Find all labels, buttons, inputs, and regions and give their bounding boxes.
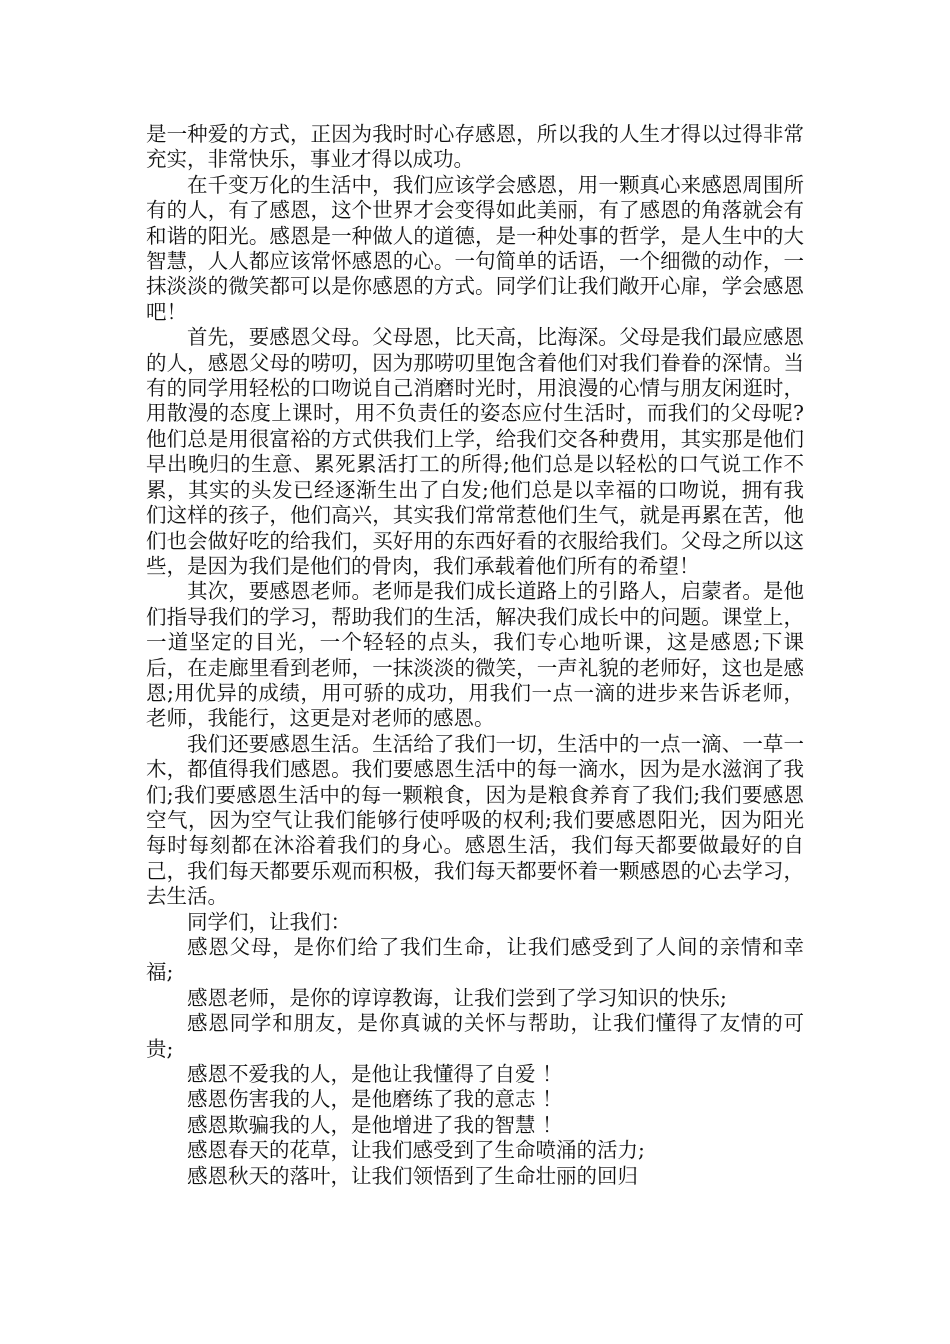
paragraph-learn-gratitude: 在千变万化的生活中，我们应该学会感恩，用一颗真心来感恩周围所有的人，有了感恩，这个世界才会变得如此美丽，有了感恩的角落就会有和谐的阳光。感恩是一种做人的道德，是一种处事的哲学，是人生中的大智慧，人人都应该常怀感恩的心。一句简单的话语，一个细微的动作，一抹淡淡的微笑都可以是你感恩的方式。同学们让我们敞开心扉，学会感恩吧！ bbox=[146, 172, 804, 324]
paragraph-thank-teachers: 其次，要感恩老师。老师是我们成长道路上的引路人，启蒙者。是他们指导我们的学习，帮助我们的生活，解决我们成长中的问题。课堂上，一道坚定的目光，一个轻轻的点头，我们专心地听课，这是感恩;下课后，在走廊里看到老师，一抹淡淡的微笑，一声礼貌的老师好，这也是感恩;用优异的成绩，用可骄的成功，用我们一点一滴的进步来告诉老师，老师，我能行，这更是对老师的感恩。 bbox=[146, 579, 804, 731]
paragraph-thank-unloving-line: 感恩不爱我的人，是他让我懂得了自爱 ！ bbox=[187, 1062, 563, 1087]
paragraph-thank-friends-line: 感恩同学和朋友，是你真诚的关怀与帮助，让我们懂得了友情的可贵; bbox=[146, 1011, 804, 1061]
paragraph-thank-spring-line: 感恩春天的花草，让我们感受到了生命喷涌的活力; bbox=[187, 1138, 645, 1163]
paragraph-thank-deceiving-line: 感恩欺骗我的人，是他增进了我的智慧 ！ bbox=[187, 1112, 563, 1137]
paragraph-thank-autumn-line: 感恩秋天的落叶，让我们领悟到了生命壮丽的回归 bbox=[187, 1163, 638, 1188]
document-body bbox=[146, 122, 804, 1189]
paragraph-thank-teachers-line: 感恩老师，是你的谆谆教诲，让我们尝到了学习知识的快乐; bbox=[187, 985, 727, 1010]
paragraph-thank-life: 我们还要感恩生活。生活给了我们一切，生活中的一点一滴、一草一木，都值得我们感恩。我们要感恩生活中的每一滴水，因为是水滋润了我们;我们要感恩生活中的每一颗粮食，因为是粮食养育了我们;我们要感恩空气，因为空气让我们能够行使呼吸的权利;我们要感恩阳光，因为阳光每时每刻都在沐浴着我们的身心。感恩生活，我们每天都要做最好的自己，我们每天都要乐观而积极，我们每天都要怀着一颗感恩的心去学习，去生活。 bbox=[146, 731, 804, 909]
paragraph-continuation: 是一种爱的方式，正因为我时时心存感恩，所以我的人生才得以过得非常充实，非常快乐，事业才得以成功。 bbox=[146, 122, 804, 172]
paragraph-thank-parents-line: 感恩父母，是你们给了我们生命，让我们感受到了人间的亲情和幸福; bbox=[146, 935, 804, 985]
paragraph-classmates-call: 同学们，让我们： bbox=[187, 909, 351, 934]
paragraph-thank-hurting-line: 感恩伤害我的人，是他磨练了我的意志 ！ bbox=[187, 1087, 563, 1112]
paragraph-thank-parents: 首先，要感恩父母。父母恩，比天高，比海深。父母是我们最应感恩的人，感恩父母的唠叨，因为那唠叨里饱含着他们对我们眷眷的深情。当有的同学用轻松的口吻说自己消磨时光时，用浪漫的心情与朋友闲逛时，用散漫的态度上课时，用不负责任的姿态应付生活时，而我们的父母呢?他们总是用很富裕的方式供我们上学，给我们交各种费用，其实那是他们早出晚归的生意、累死累活打工的所得;他们总是以轻松的口气说工作不累，其实的头发已经逐渐生出了白发;他们总是以幸福的口吻说，拥有我们这样的孩子，他们高兴，其实我们常常惹他们生气，就是再累在苦，他们也会做好吃的给我们，买好用的东西好看的衣服给我们。父母之所以这些，是因为我们是他们的骨肉，我们承载着他们所有的希望！ bbox=[146, 325, 804, 578]
